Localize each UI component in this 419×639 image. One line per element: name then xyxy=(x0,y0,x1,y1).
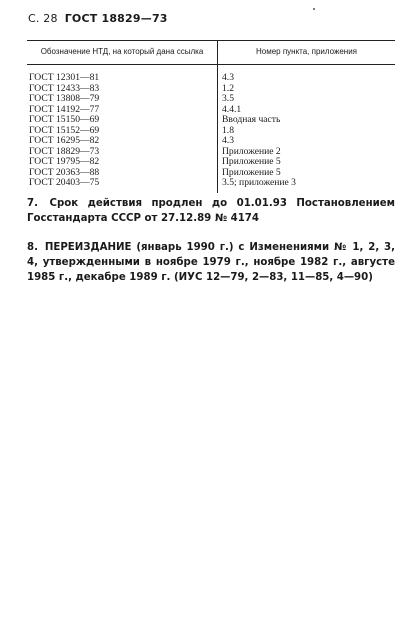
ref-cell: ГОСТ 20363—88 xyxy=(27,168,218,179)
table-header-row xyxy=(27,41,395,65)
item-cell: Приложение 5 xyxy=(222,166,281,178)
item-cell: Приложение 5 xyxy=(222,156,281,167)
page-header xyxy=(28,12,168,25)
ref-cell: ГОСТ 12301—81 xyxy=(27,65,218,84)
item-cell: 1.2 xyxy=(222,82,234,94)
ref-cell: ГОСТ 18829—73 xyxy=(27,147,218,158)
note-number: 8. xyxy=(27,242,38,253)
note-number: 7. xyxy=(27,198,38,209)
table-row xyxy=(27,115,395,126)
table-row xyxy=(27,157,395,168)
header-clause-number: Номер пункта, приложения xyxy=(218,41,396,65)
ref-cell: ГОСТ 14192—77 xyxy=(27,105,218,116)
item-cell: Вводная часть xyxy=(222,114,281,125)
item-cell: 1.8 xyxy=(222,124,234,136)
table-row xyxy=(27,94,395,105)
header-ntd-reference: Обозначение НТД, на который дана ссылка xyxy=(27,41,218,65)
ref-cell: ГОСТ 16295—82 xyxy=(27,136,218,147)
item-cell: 3.5 xyxy=(222,93,234,104)
item-cell: 4.4.1 xyxy=(222,103,242,115)
ref-cell: ГОСТ 15150—69 xyxy=(27,115,218,126)
note-text: ПЕРЕИЗДАНИЕ (январь 1990 г.) с Изменениями № 1, 2, 3, 4, утвержденными в ноябре 1979 г., ноябре 1982 г., августе 1985 г., декабре 1989 г. (ИУС 12—79, 2—83, 11—85, 4—90) xyxy=(27,242,395,283)
ref-cell: ГОСТ 12433—83 xyxy=(27,84,218,95)
ref-cell: ГОСТ 15152—69 xyxy=(27,126,218,137)
ref-cell: ГОСТ 13808—79 xyxy=(27,94,218,105)
item-cell: 4.3 xyxy=(222,72,234,83)
note-validity-extension xyxy=(27,196,395,226)
table-row xyxy=(27,65,395,84)
item-cell: Приложение 2 xyxy=(222,145,281,157)
table-row xyxy=(27,178,395,193)
table-row xyxy=(27,136,395,147)
print-speck xyxy=(313,8,315,10)
note-reissue xyxy=(27,240,395,285)
reference-table xyxy=(27,40,395,193)
standard-title: ГОСТ 18829—73 xyxy=(64,12,168,25)
item-cell: 4.3 xyxy=(222,135,234,146)
item-cell: 3.5; приложение 3 xyxy=(222,177,296,188)
note-text: Срок действия продлен до 01.01.93 Постановлением Госстандарта СССР от 27.12.89 № 4174 xyxy=(27,198,395,224)
page-number: С. 28 xyxy=(28,12,58,25)
ref-cell: ГОСТ 19795—82 xyxy=(27,157,218,168)
ref-cell: ГОСТ 20403—75 xyxy=(27,178,218,193)
